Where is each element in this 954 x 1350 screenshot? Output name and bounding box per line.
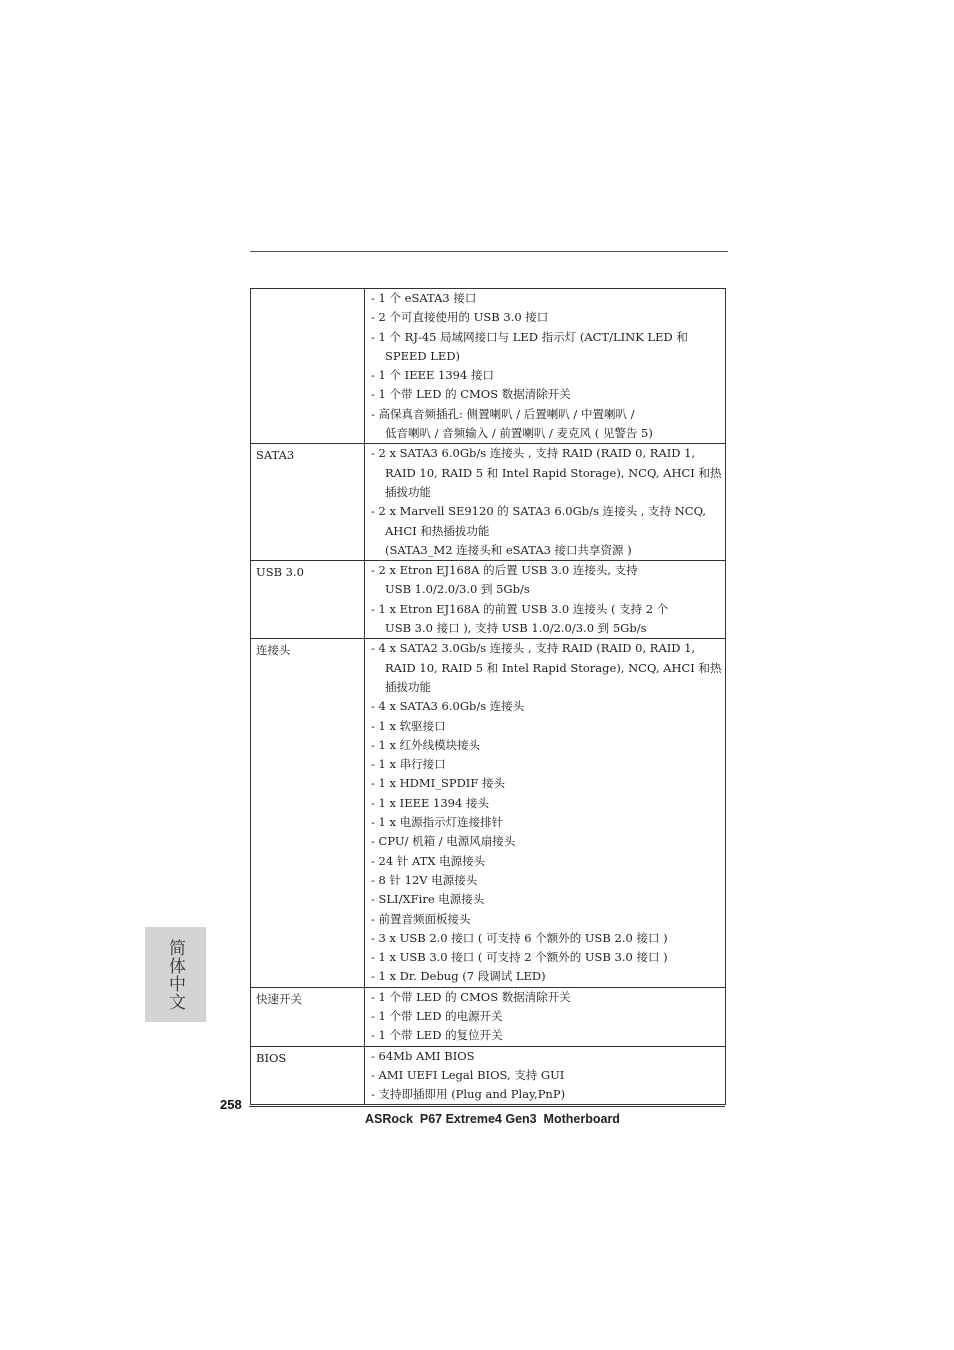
spec-row-label: USB 3.0 bbox=[251, 561, 365, 639]
spec-line: (SATA3_M2 连接头和 eSATA3 接口共享资源 ) bbox=[385, 542, 632, 557]
spec-line: - 2 x Marvell SE9120 的 SATA3 6.0Gb/s 连接头 , 支持 NCQ, bbox=[371, 504, 707, 519]
spec-line: 低音喇叭 / 音频输入 / 前置喇叭 / 麦克风 ( 见警告 5) bbox=[385, 426, 653, 441]
spec-line: - 1 个 eSATA3 接口 bbox=[371, 291, 477, 305]
spec-row-content bbox=[365, 444, 726, 561]
spec-row-content bbox=[365, 1046, 726, 1105]
spec-row bbox=[251, 639, 726, 987]
spec-line: - 1 x USB 3.0 接口 ( 可支持 2 个额外的 USB 3.0 接口 ) bbox=[371, 950, 668, 965]
spec-line: - 1 x 软驱接口 bbox=[371, 718, 446, 733]
spec-line: - 1 个带 LED 的电源开关 bbox=[371, 1008, 503, 1023]
spec-line: - 1 x Etron EJ168A 的前置 USB 3.0 连接头 ( 支持 2 个 bbox=[371, 601, 669, 616]
spec-line: - 高保真音频插孔: 侧置喇叭 / 后置喇叭 / 中置喇叭 / bbox=[371, 406, 635, 421]
spec-row bbox=[251, 444, 726, 561]
spec-line: RAID 10, RAID 5 和 Intel Rapid Storage), NCQ, AHCI 和热 bbox=[385, 660, 722, 675]
spec-line: USB 1.0/2.0/3.0 到 5Gb/s bbox=[385, 582, 530, 597]
spec-row-label: SATA3 bbox=[251, 444, 365, 561]
spec-line: - 1 个 IEEE 1394 接口 bbox=[371, 368, 494, 383]
spec-line: - CPU/ 机箱 / 电源风扇接头 bbox=[371, 834, 516, 849]
spec-row bbox=[251, 289, 726, 444]
spec-table bbox=[250, 288, 726, 1105]
spec-line: - 2 x Etron EJ168A 的后置 USB 3.0 连接头, 支持 bbox=[371, 563, 638, 578]
spec-line: 插拔功能 bbox=[385, 679, 431, 694]
spec-row-content bbox=[365, 987, 726, 1046]
spec-line: - 1 x HDMI_SPDIF 接头 bbox=[371, 776, 505, 791]
spec-line: - 1 个带 LED 的 CMOS 数据清除开关 bbox=[371, 989, 571, 1004]
spec-line: - 3 x USB 2.0 接口 ( 可支持 6 个额外的 USB 2.0 接口 ) bbox=[371, 930, 668, 945]
spec-line: RAID 10, RAID 5 和 Intel Rapid Storage), NCQ, AHCI 和热 bbox=[385, 465, 722, 480]
spec-line: - 4 x SATA3 6.0Gb/s 连接头 bbox=[371, 699, 525, 714]
spec-row bbox=[251, 987, 726, 1046]
spec-line: - AMI UEFI Legal BIOS, 支持 GUI bbox=[371, 1067, 565, 1082]
spec-line: SPEED LED) bbox=[385, 348, 461, 363]
spec-line: - 1 x IEEE 1394 接头 bbox=[371, 795, 489, 810]
spec-line: - 1 x 电源指示灯连接排针 bbox=[371, 815, 504, 830]
language-tab bbox=[145, 927, 206, 1022]
spec-line: - 24 针 ATX 电源接头 bbox=[371, 853, 486, 868]
spec-line: - 2 个可直接使用的 USB 3.0 接口 bbox=[371, 310, 549, 325]
footer-rule bbox=[249, 1106, 725, 1107]
spec-line: - 支持即插即用 (Plug and Play,PnP) bbox=[371, 1087, 566, 1102]
spec-row-label: 连接头 bbox=[251, 639, 365, 987]
spec-row-label bbox=[251, 289, 365, 444]
spec-line: - 1 x 红外线模块接头 bbox=[371, 737, 481, 752]
footer-title: ASRock P67 Extreme4 Gen3 Motherboard bbox=[365, 1112, 620, 1126]
spec-line: USB 3.0 接口 ), 支持 USB 1.0/2.0/3.0 到 5Gb/s bbox=[385, 621, 647, 636]
spec-line: - 1 个带 LED 的 CMOS 数据清除开关 bbox=[371, 387, 571, 402]
page-number: 258 bbox=[220, 1097, 242, 1112]
spec-line: - 1 个带 LED 的复位开关 bbox=[371, 1028, 503, 1043]
spec-row-content bbox=[365, 561, 726, 639]
spec-row bbox=[251, 1046, 726, 1105]
spec-row-content bbox=[365, 289, 726, 444]
spec-row-label: 快速开关 bbox=[251, 987, 365, 1046]
spec-line: AHCI 和热插拔功能 bbox=[385, 523, 490, 538]
spec-line: - 4 x SATA2 3.0Gb/s 连接头 , 支持 RAID (RAID 0, RAID 1, bbox=[371, 641, 696, 656]
language-tab-label: 简体中文 bbox=[165, 938, 185, 1011]
spec-line: - 前置音频面板接头 bbox=[371, 911, 471, 926]
spec-line: 插拔功能 bbox=[385, 484, 431, 499]
spec-line: - 1 个 RJ-45 局域网接口与 LED 指示灯 (ACT/LINK LED 和 bbox=[371, 329, 688, 344]
spec-line: - 1 x Dr. Debug (7 段调试 LED) bbox=[371, 969, 546, 984]
spec-line: - SLI/XFire 电源接头 bbox=[371, 892, 485, 907]
spec-row-content bbox=[365, 639, 726, 987]
spec-row bbox=[251, 561, 726, 639]
spec-table-body bbox=[251, 289, 726, 1105]
spec-line: - 8 针 12V 电源接头 bbox=[371, 872, 478, 887]
header-rule bbox=[250, 251, 728, 252]
spec-line: - 64Mb AMI BIOS bbox=[371, 1048, 475, 1063]
spec-row-label: BIOS bbox=[251, 1046, 365, 1105]
spec-line: - 1 x 串行接口 bbox=[371, 757, 446, 772]
spec-line: - 2 x SATA3 6.0Gb/s 连接头 , 支持 RAID (RAID 0, RAID 1, bbox=[371, 446, 696, 461]
